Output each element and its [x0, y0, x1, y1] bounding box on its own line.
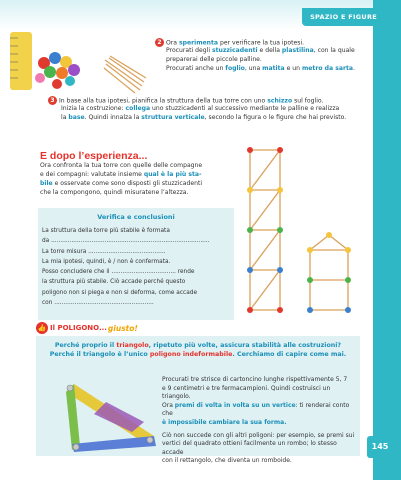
- verification-line: La struttura della torre più stabile è formata: [42, 228, 170, 234]
- after-line1: Ora confronta la tua torre con quelle delle compagne: [40, 162, 203, 169]
- text-line: Ciò non succede con gli altri poligoni: per esempio, se premi sui: [162, 431, 355, 439]
- side-band: [373, 0, 401, 480]
- step2-line1: 2 Ora sperimenta per verificare la tua ipotesi.: [155, 38, 304, 48]
- after-line2: e dei compagni: valutate insieme qual è la più sta-: [40, 171, 202, 178]
- verification-line: poligono non si piega e non si deforma, come accade: [42, 289, 198, 296]
- giusto-label: giusto!: [107, 323, 138, 333]
- poligono-label: Il POLIGONO...: [50, 324, 107, 332]
- text-line: e 9 centimetri e tre fermacampioni. Quindi costruisci un triangolo.: [162, 384, 331, 401]
- verification-box: [38, 208, 234, 320]
- explanation-box: [36, 336, 360, 465]
- verification-line: la struttura più stabile. Ciò accade perché questo: [42, 279, 186, 286]
- verification-line: La mia ipotesi, quindi, è / non è confermata.: [42, 258, 171, 265]
- verification-line: La torre misura ..........................................: [42, 248, 166, 255]
- verification-line: Posso concludere che il ................................... rende: [42, 269, 195, 276]
- explanation-heading: [36, 341, 360, 359]
- thumbs-up-icon: 👍: [37, 324, 47, 332]
- step2-line4: Procurati anche un foglio, una matita e un metro da sarta.: [166, 65, 355, 72]
- verification-line: con ......................................................: [42, 300, 154, 307]
- verification-title: Verifica e conclusioni: [97, 213, 175, 221]
- materials-photo: [10, 18, 150, 100]
- text-line: con il rettangolo, che diventa un romboide.: [162, 457, 292, 465]
- triangle-strips-photo: [54, 374, 164, 452]
- towers-photo: [240, 140, 360, 315]
- explanation-text: [162, 376, 356, 466]
- text-line: Procurati tre strisce di cartoncino lunghe rispettivamente 5, 7: [162, 376, 348, 383]
- verification-text: [42, 226, 210, 308]
- step2-line2: Procurati degli stuzzicadenti e della plastilina, con la quale: [166, 47, 355, 54]
- poligono-badge: [36, 322, 138, 334]
- step2-line3: preparerai delle piccole palline.: [166, 56, 262, 63]
- text-line: Ora premi di volta in volta su un vertice: ti renderai conto che: [162, 401, 350, 418]
- step3-line3: la base. Quindi innalza la struttura verticale, secondo la figura o le figure che hai previsto.: [61, 114, 347, 121]
- step3-line1: 3 In base alla tua ipotesi, pianifica la struttura della tua torre con uno schizzo sul foglio.: [48, 96, 323, 106]
- section-tab: SPAZIO E FIGURE: [302, 8, 385, 26]
- page-number: 145: [367, 436, 393, 458]
- after-line3: bile e osservate come sono disposti gli stuzzicadenti: [40, 180, 203, 187]
- after-line4: che la compongono, quindi misuratene l’altezza.: [40, 189, 189, 196]
- step3-line2: Inizia la costruzione: collega uno stuzzicadenti al successivo mediante le palline e realizza: [61, 105, 340, 112]
- answer-line: Perché il triangolo è l’unico poligono indeformabile. Cerchiamo di capire come mai.: [49, 351, 347, 358]
- question-line: Perché proprio il triangolo, ripetuto più volte, assicura stabilità alle costruzioni?: [54, 342, 342, 349]
- section-title: E dopo l’esperienza...: [40, 150, 148, 162]
- text-line: vertici del quadrato ottieni facilmente un rombo; lo stesso accade: [162, 440, 337, 456]
- step3-number: 3: [48, 96, 57, 105]
- text-line: è impossibile cambiare la sua forma.: [162, 418, 287, 426]
- step2-number: 2: [155, 38, 164, 47]
- verification-line: da ......................................................................................: [42, 238, 210, 245]
